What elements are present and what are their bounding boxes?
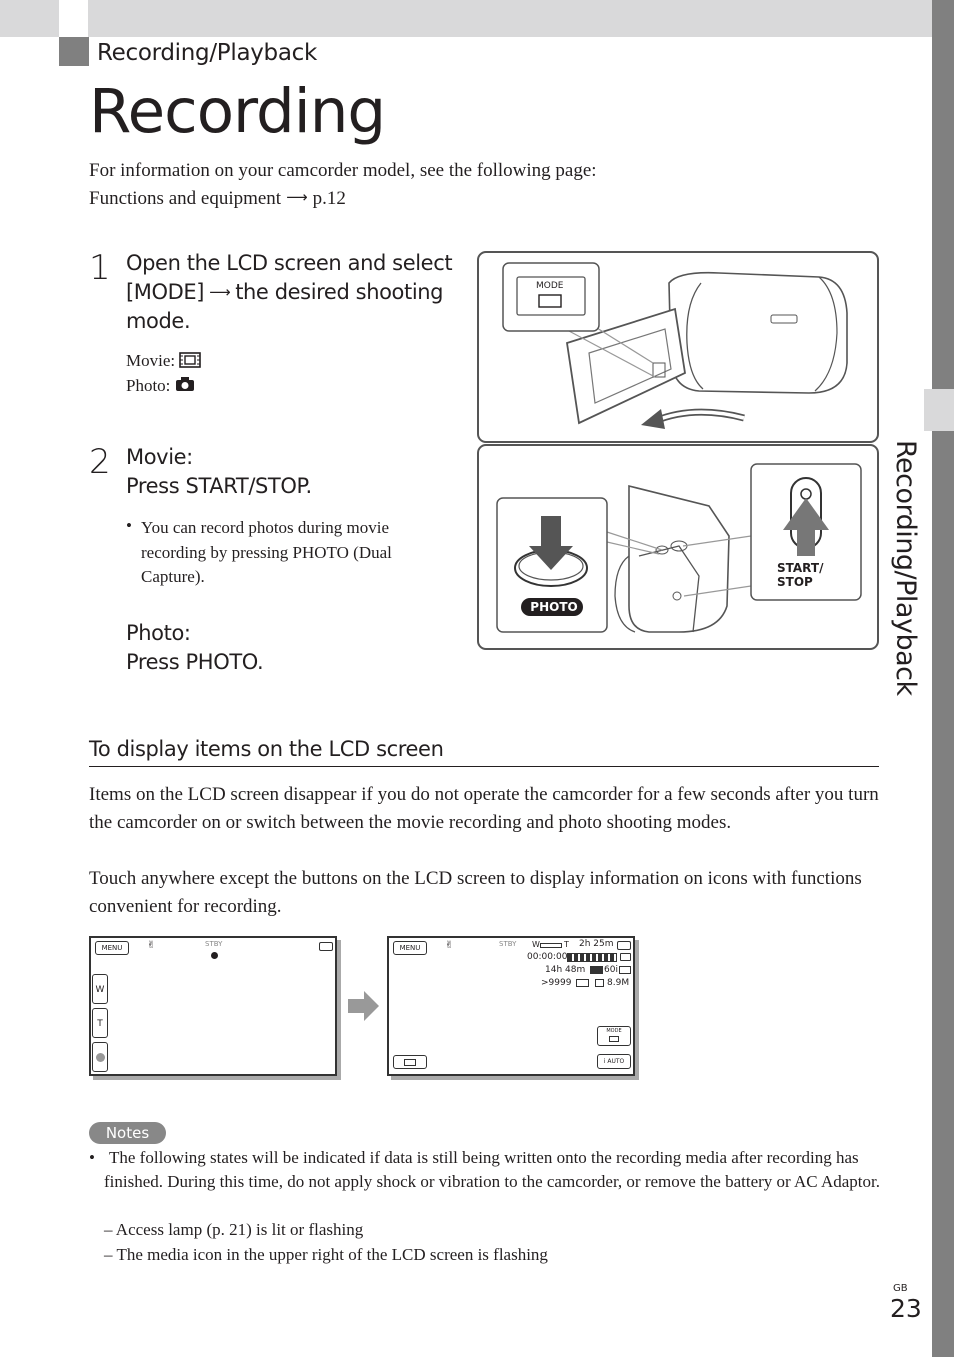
stby-label: STBY <box>205 940 223 948</box>
hd-icon <box>590 966 603 974</box>
step-2-movie-action: Press START/STOP. <box>126 474 312 498</box>
movie-mode-icon <box>179 352 201 368</box>
camcorder-buttons-drawing <box>479 446 877 648</box>
note-sub-1: – Access lamp (p. 21) is lit or flashing <box>104 1220 364 1239</box>
recording-time: 14h 48m <box>545 965 586 975</box>
section-rule <box>89 766 879 767</box>
zoom-t-button[interactable]: T <box>92 1008 108 1038</box>
photo-label: Photo: <box>126 376 171 395</box>
illustration-open-lcd <box>477 251 879 443</box>
intro-ref-label: Functions and equipment <box>89 188 282 209</box>
photo-size: 8.9M <box>607 978 630 988</box>
info-icon: i <box>603 1058 606 1065</box>
lcd-screen-hidden <box>89 936 337 1076</box>
step-2-number: 2 <box>89 442 111 482</box>
dual-capture-note: You can record photos during movie recording by pressing PHOTO (Dual Capture). <box>141 518 392 586</box>
camera-icon <box>175 376 195 392</box>
note-bullet: • <box>89 1148 95 1167</box>
remaining-time: 2h 25m <box>579 939 614 949</box>
intelligent-auto-button[interactable] <box>597 1054 631 1069</box>
step-2-photo <box>126 619 263 677</box>
mode-button[interactable] <box>597 1026 631 1046</box>
lcd-section-heading: To display items on the LCD screen <box>89 737 444 761</box>
audio-level-meter <box>567 953 617 962</box>
intro-line-1: For information on your camcorder model, see the following page: <box>89 160 597 181</box>
rec-dot-icon <box>211 952 218 959</box>
lcd-paragraph-1: Items on the LCD screen disappear if you do not operate the camcorder for a few seconds after you turn the camcorder on or switch between the movie recording and photo shooting modes. <box>89 784 879 833</box>
bullet-dot: • <box>126 516 132 535</box>
media-type-icon <box>576 979 589 987</box>
media-icon <box>617 941 631 950</box>
play-icon <box>404 1059 416 1066</box>
zoom-bar <box>540 943 562 948</box>
step-2-photo-head: Photo: <box>126 621 191 645</box>
side-bar <box>932 0 954 1357</box>
header-bar <box>0 0 932 37</box>
page-number: 23 <box>890 1294 922 1323</box>
section-label: Recording/Playback <box>97 40 318 66</box>
playback-button[interactable] <box>393 1055 427 1069</box>
lcd-screen-shown <box>387 936 635 1076</box>
stop-label: STOP <box>777 575 813 589</box>
note-sub-2: – The media icon in the upper right of the LCD screen is flashing <box>104 1245 548 1264</box>
step-1-line-1: Open the LCD screen and select <box>126 251 453 275</box>
lcd-paragraph-2: Touch anywhere except the buttons on the LCD screen to display information on icons with functions convenient for recording. <box>89 868 862 917</box>
start-stop-label <box>777 561 823 589</box>
arrow-right-icon: ⟶ <box>209 283 231 301</box>
side-tab[interactable] <box>924 389 954 431</box>
media-icon <box>319 942 333 951</box>
menu-button[interactable]: MENU <box>95 941 129 955</box>
intro-ref-page[interactable]: p.12 <box>312 188 346 209</box>
zoom-w-button[interactable]: W <box>92 974 108 1004</box>
region-code: GB <box>893 1283 908 1294</box>
step-1-target: the desired shooting <box>235 280 444 304</box>
menu-button[interactable]: MENU <box>393 941 427 955</box>
step-1-line-2 <box>126 278 452 307</box>
zoom-t-label: T <box>564 940 569 949</box>
photo-button-label: PHOTO <box>530 600 578 614</box>
arrow-right-icon: ⟶ <box>286 188 308 206</box>
record-icon <box>96 1053 105 1062</box>
frame-rate: 60i <box>604 965 618 975</box>
record-button[interactable] <box>92 1042 108 1072</box>
side-title-text: Recording/Playback <box>890 440 921 696</box>
hand-shake-icon: ✌ <box>147 940 156 951</box>
battery-icon <box>620 953 631 961</box>
side-title <box>885 440 925 704</box>
step-1-mode: [MODE] <box>126 280 205 304</box>
step-2-movie <box>126 443 312 501</box>
notes-badge: Notes <box>89 1122 166 1144</box>
movie-mode-icon <box>609 1036 619 1042</box>
section-marker <box>59 37 89 66</box>
step-2-photo-action: Press PHOTO. <box>126 650 264 674</box>
step-1-line-3: mode. <box>126 309 191 333</box>
hand-shake-icon: ✌ <box>445 940 454 951</box>
movie-label: Movie: <box>126 351 176 370</box>
photo-count: >9999 <box>541 978 572 988</box>
step-1-heading <box>126 249 452 336</box>
movie-mode-line <box>126 351 201 371</box>
step-1-number: 1 <box>89 248 111 288</box>
mode-label: MODE <box>606 1028 622 1034</box>
page-title: Recording <box>89 76 386 147</box>
image-size-icon <box>595 979 604 987</box>
photo-mode-line <box>126 376 195 396</box>
next-arrow-icon <box>348 990 380 1022</box>
time-counter: 00:00:00 <box>527 952 568 962</box>
note-item-1: The following states will be indicated if data is still being written onto the recording media after recording has finished. During this time, do not apply shock or vibration to the camcorder, or remove the battery or AC Adaptor. <box>104 1148 880 1191</box>
stby-label: STBY <box>499 940 517 948</box>
intro-line-2 <box>89 188 346 210</box>
header-notch <box>59 0 88 37</box>
quality-icon <box>619 966 631 974</box>
zoom-w-label: W <box>532 940 540 949</box>
mode-button-label: MODE <box>536 281 564 291</box>
start-label: START/ <box>777 561 824 575</box>
auto-label: AUTO <box>607 1058 625 1065</box>
step-2-movie-head: Movie: <box>126 445 193 469</box>
illustration-buttons <box>477 444 879 650</box>
